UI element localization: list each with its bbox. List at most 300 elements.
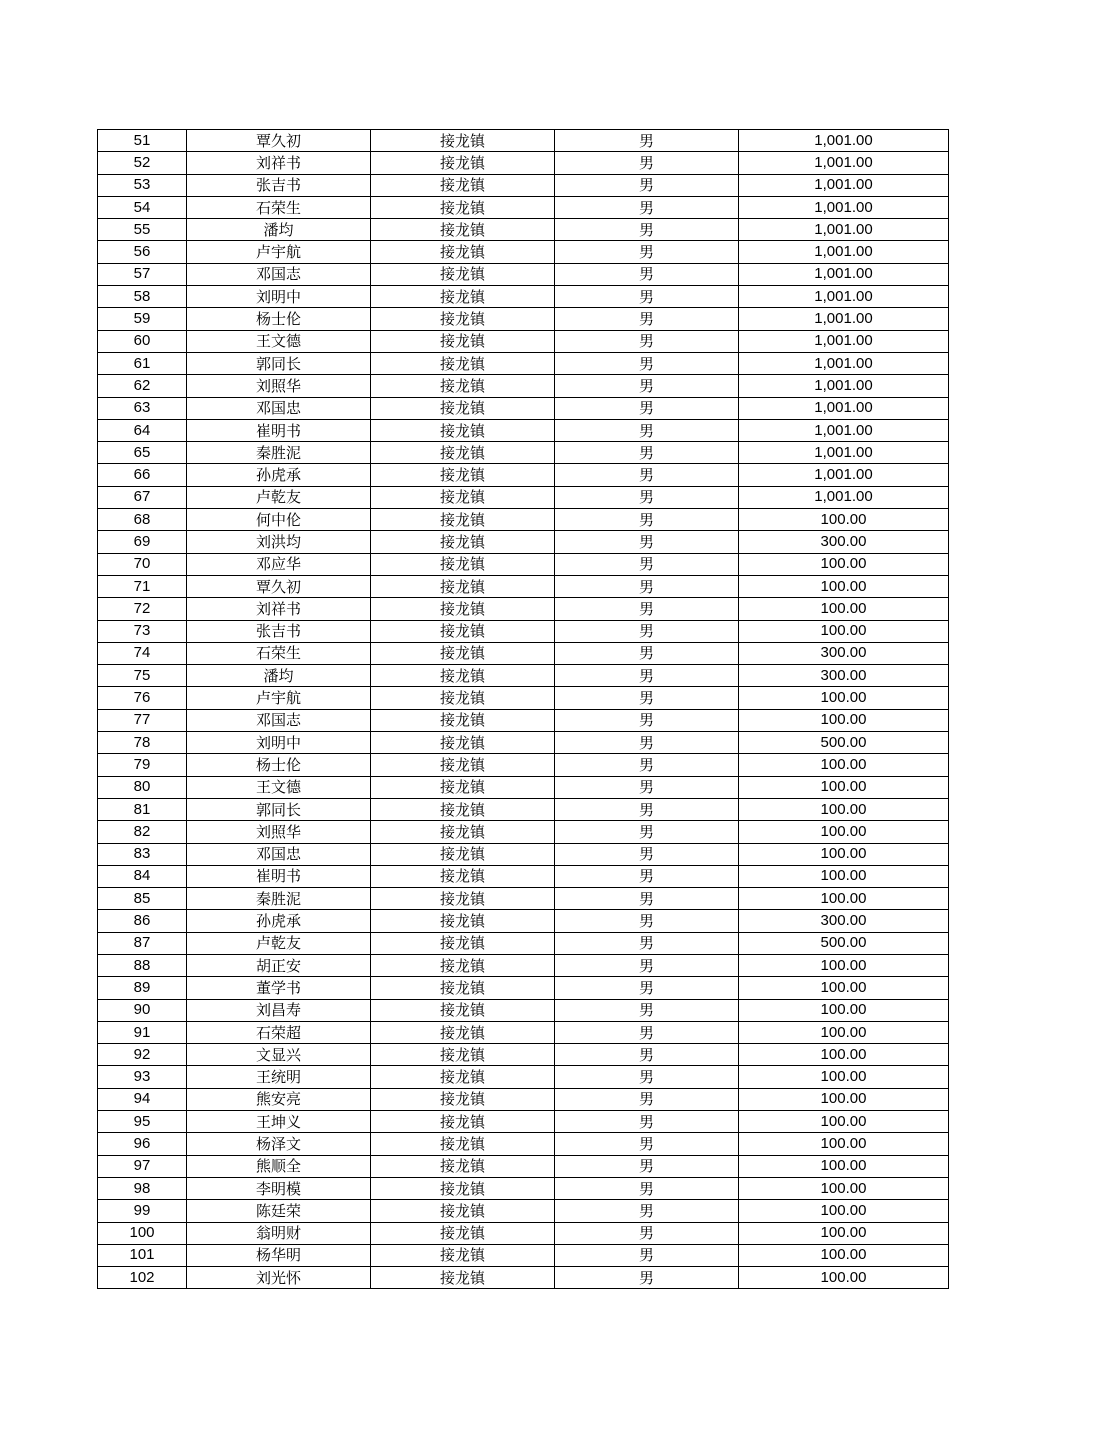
cell-name: 卢乾友 [187, 486, 371, 508]
cell-town: 接龙镇 [371, 620, 555, 642]
table-row [98, 219, 949, 241]
cell-name: 石荣生 [187, 196, 371, 218]
table-row [98, 843, 949, 865]
cell-amount: 1,001.00 [739, 241, 949, 263]
cell-name: 郭同长 [187, 798, 371, 820]
cell-gender: 男 [555, 620, 739, 642]
cell-town: 接龙镇 [371, 575, 555, 597]
cell-number: 86 [98, 910, 187, 932]
table-row [98, 1066, 949, 1088]
table-row [98, 1111, 949, 1133]
cell-number: 63 [98, 397, 187, 419]
cell-town: 接龙镇 [371, 352, 555, 374]
cell-gender: 男 [555, 1044, 739, 1066]
cell-number: 82 [98, 821, 187, 843]
cell-number: 69 [98, 531, 187, 553]
table-row [98, 709, 949, 731]
cell-name: 文显兴 [187, 1044, 371, 1066]
cell-amount: 1,001.00 [739, 330, 949, 352]
cell-number: 94 [98, 1088, 187, 1110]
cell-gender: 男 [555, 1244, 739, 1266]
cell-town: 接龙镇 [371, 531, 555, 553]
cell-town: 接龙镇 [371, 464, 555, 486]
cell-gender: 男 [555, 999, 739, 1021]
cell-town: 接龙镇 [371, 442, 555, 464]
cell-gender: 男 [555, 1222, 739, 1244]
table-row [98, 308, 949, 330]
cell-name: 刘照华 [187, 375, 371, 397]
spreadsheet-page [97, 129, 948, 1289]
cell-town: 接龙镇 [371, 486, 555, 508]
cell-number: 90 [98, 999, 187, 1021]
cell-name: 胡正安 [187, 954, 371, 976]
cell-name: 张吉书 [187, 620, 371, 642]
cell-number: 85 [98, 888, 187, 910]
cell-name: 崔明书 [187, 419, 371, 441]
cell-town: 接龙镇 [371, 709, 555, 731]
cell-town: 接龙镇 [371, 419, 555, 441]
cell-town: 接龙镇 [371, 1088, 555, 1110]
cell-town: 接龙镇 [371, 241, 555, 263]
cell-name: 孙虎承 [187, 910, 371, 932]
table-row [98, 865, 949, 887]
cell-gender: 男 [555, 1200, 739, 1222]
cell-gender: 男 [555, 464, 739, 486]
cell-amount: 100.00 [739, 1155, 949, 1177]
cell-amount: 100.00 [739, 1177, 949, 1199]
table-row [98, 620, 949, 642]
cell-name: 杨华明 [187, 1244, 371, 1266]
cell-name: 秦胜泥 [187, 442, 371, 464]
table-row [98, 419, 949, 441]
cell-amount: 500.00 [739, 732, 949, 754]
cell-number: 101 [98, 1244, 187, 1266]
cell-amount: 100.00 [739, 1021, 949, 1043]
cell-town: 接龙镇 [371, 687, 555, 709]
cell-name: 刘祥书 [187, 152, 371, 174]
cell-town: 接龙镇 [371, 1155, 555, 1177]
cell-name: 刘明中 [187, 732, 371, 754]
cell-gender: 男 [555, 375, 739, 397]
cell-number: 56 [98, 241, 187, 263]
cell-town: 接龙镇 [371, 932, 555, 954]
cell-name: 郭同长 [187, 352, 371, 374]
cell-amount: 100.00 [739, 553, 949, 575]
cell-amount: 100.00 [739, 1244, 949, 1266]
cell-town: 接龙镇 [371, 330, 555, 352]
table-row [98, 977, 949, 999]
cell-amount: 100.00 [739, 954, 949, 976]
table-row [98, 932, 949, 954]
cell-amount: 1,001.00 [739, 308, 949, 330]
cell-gender: 男 [555, 442, 739, 464]
cell-amount: 100.00 [739, 509, 949, 531]
table-row [98, 1021, 949, 1043]
cell-gender: 男 [555, 932, 739, 954]
cell-name: 李明模 [187, 1177, 371, 1199]
cell-name: 张吉书 [187, 174, 371, 196]
cell-number: 100 [98, 1222, 187, 1244]
cell-town: 接龙镇 [371, 821, 555, 843]
cell-gender: 男 [555, 241, 739, 263]
cell-town: 接龙镇 [371, 509, 555, 531]
cell-amount: 1,001.00 [739, 352, 949, 374]
cell-name: 王文德 [187, 776, 371, 798]
cell-amount: 1,001.00 [739, 442, 949, 464]
cell-number: 53 [98, 174, 187, 196]
cell-gender: 男 [555, 553, 739, 575]
cell-name: 秦胜泥 [187, 888, 371, 910]
cell-name: 刘照华 [187, 821, 371, 843]
cell-name: 卢宇航 [187, 241, 371, 263]
cell-amount: 1,001.00 [739, 464, 949, 486]
cell-town: 接龙镇 [371, 598, 555, 620]
cell-number: 76 [98, 687, 187, 709]
cell-amount: 1,001.00 [739, 397, 949, 419]
table-row [98, 1222, 949, 1244]
cell-town: 接龙镇 [371, 1111, 555, 1133]
cell-name: 杨士伦 [187, 754, 371, 776]
cell-gender: 男 [555, 1021, 739, 1043]
table-row [98, 798, 949, 820]
cell-amount: 1,001.00 [739, 263, 949, 285]
cell-name: 刘洪均 [187, 531, 371, 553]
cell-name: 刘昌寿 [187, 999, 371, 1021]
table-row [98, 642, 949, 664]
table-row [98, 263, 949, 285]
cell-amount: 300.00 [739, 665, 949, 687]
table-row [98, 486, 949, 508]
cell-town: 接龙镇 [371, 152, 555, 174]
cell-number: 67 [98, 486, 187, 508]
table-row [98, 687, 949, 709]
cell-amount: 1,001.00 [739, 130, 949, 152]
cell-town: 接龙镇 [371, 263, 555, 285]
cell-number: 59 [98, 308, 187, 330]
cell-name: 邓国志 [187, 709, 371, 731]
cell-number: 52 [98, 152, 187, 174]
cell-name: 石荣超 [187, 1021, 371, 1043]
table-row [98, 776, 949, 798]
cell-amount: 1,001.00 [739, 152, 949, 174]
cell-town: 接龙镇 [371, 1066, 555, 1088]
table-row [98, 196, 949, 218]
cell-gender: 男 [555, 709, 739, 731]
cell-name: 杨士伦 [187, 308, 371, 330]
cell-gender: 男 [555, 732, 739, 754]
cell-amount: 500.00 [739, 932, 949, 954]
cell-town: 接龙镇 [371, 1244, 555, 1266]
cell-amount: 100.00 [739, 1267, 949, 1289]
cell-gender: 男 [555, 196, 739, 218]
cell-town: 接龙镇 [371, 642, 555, 664]
cell-gender: 男 [555, 843, 739, 865]
cell-amount: 1,001.00 [739, 286, 949, 308]
cell-number: 91 [98, 1021, 187, 1043]
cell-number: 66 [98, 464, 187, 486]
cell-name: 潘均 [187, 219, 371, 241]
cell-number: 88 [98, 954, 187, 976]
table-row [98, 152, 949, 174]
cell-number: 64 [98, 419, 187, 441]
cell-town: 接龙镇 [371, 977, 555, 999]
table-row [98, 954, 949, 976]
cell-name: 刘祥书 [187, 598, 371, 620]
cell-number: 70 [98, 553, 187, 575]
cell-number: 65 [98, 442, 187, 464]
cell-gender: 男 [555, 665, 739, 687]
cell-name: 卢宇航 [187, 687, 371, 709]
cell-gender: 男 [555, 419, 739, 441]
table-row [98, 575, 949, 597]
cell-amount: 100.00 [739, 821, 949, 843]
cell-town: 接龙镇 [371, 888, 555, 910]
cell-name: 刘光怀 [187, 1267, 371, 1289]
cell-amount: 1,001.00 [739, 196, 949, 218]
cell-gender: 男 [555, 977, 739, 999]
table-row [98, 732, 949, 754]
cell-number: 58 [98, 286, 187, 308]
cell-number: 73 [98, 620, 187, 642]
cell-town: 接龙镇 [371, 1200, 555, 1222]
cell-number: 89 [98, 977, 187, 999]
cell-amount: 1,001.00 [739, 375, 949, 397]
table-row [98, 910, 949, 932]
cell-amount: 100.00 [739, 1200, 949, 1222]
cell-amount: 300.00 [739, 910, 949, 932]
cell-amount: 100.00 [739, 687, 949, 709]
cell-amount: 1,001.00 [739, 174, 949, 196]
cell-town: 接龙镇 [371, 196, 555, 218]
cell-number: 72 [98, 598, 187, 620]
cell-town: 接龙镇 [371, 776, 555, 798]
cell-gender: 男 [555, 486, 739, 508]
cell-town: 接龙镇 [371, 397, 555, 419]
cell-gender: 男 [555, 1177, 739, 1199]
table-row [98, 464, 949, 486]
cell-gender: 男 [555, 575, 739, 597]
table-row [98, 352, 949, 374]
cell-town: 接龙镇 [371, 865, 555, 887]
cell-amount: 1,001.00 [739, 486, 949, 508]
cell-gender: 男 [555, 776, 739, 798]
table-row [98, 174, 949, 196]
cell-number: 60 [98, 330, 187, 352]
cell-amount: 100.00 [739, 709, 949, 731]
table-row [98, 754, 949, 776]
cell-number: 93 [98, 1066, 187, 1088]
cell-name: 王坤义 [187, 1111, 371, 1133]
cell-amount: 100.00 [739, 1066, 949, 1088]
table-row [98, 286, 949, 308]
cell-amount: 1,001.00 [739, 419, 949, 441]
table-row [98, 1267, 949, 1289]
cell-amount: 100.00 [739, 754, 949, 776]
cell-name: 邓国忠 [187, 843, 371, 865]
cell-gender: 男 [555, 330, 739, 352]
cell-amount: 100.00 [739, 1133, 949, 1155]
table-row [98, 1088, 949, 1110]
cell-gender: 男 [555, 1267, 739, 1289]
cell-town: 接龙镇 [371, 219, 555, 241]
cell-number: 77 [98, 709, 187, 731]
cell-number: 51 [98, 130, 187, 152]
cell-gender: 男 [555, 910, 739, 932]
cell-number: 61 [98, 352, 187, 374]
cell-name: 熊安亮 [187, 1088, 371, 1110]
cell-number: 98 [98, 1177, 187, 1199]
cell-amount: 100.00 [739, 865, 949, 887]
cell-town: 接龙镇 [371, 732, 555, 754]
cell-number: 74 [98, 642, 187, 664]
cell-town: 接龙镇 [371, 308, 555, 330]
table-row [98, 442, 949, 464]
cell-name: 崔明书 [187, 865, 371, 887]
cell-amount: 100.00 [739, 977, 949, 999]
table-row [98, 375, 949, 397]
table-row [98, 509, 949, 531]
cell-gender: 男 [555, 308, 739, 330]
cell-number: 97 [98, 1155, 187, 1177]
cell-amount: 300.00 [739, 531, 949, 553]
cell-name: 石荣生 [187, 642, 371, 664]
cell-name: 何中伦 [187, 509, 371, 531]
cell-gender: 男 [555, 531, 739, 553]
cell-gender: 男 [555, 798, 739, 820]
cell-town: 接龙镇 [371, 375, 555, 397]
cell-town: 接龙镇 [371, 754, 555, 776]
cell-amount: 1,001.00 [739, 219, 949, 241]
cell-town: 接龙镇 [371, 1133, 555, 1155]
cell-gender: 男 [555, 888, 739, 910]
cell-gender: 男 [555, 1133, 739, 1155]
cell-gender: 男 [555, 152, 739, 174]
cell-town: 接龙镇 [371, 130, 555, 152]
cell-number: 92 [98, 1044, 187, 1066]
cell-gender: 男 [555, 263, 739, 285]
cell-town: 接龙镇 [371, 910, 555, 932]
cell-amount: 100.00 [739, 598, 949, 620]
table-row [98, 397, 949, 419]
cell-name: 邓国忠 [187, 397, 371, 419]
cell-name: 潘均 [187, 665, 371, 687]
cell-number: 78 [98, 732, 187, 754]
cell-name: 孙虎承 [187, 464, 371, 486]
table-row [98, 888, 949, 910]
cell-town: 接龙镇 [371, 999, 555, 1021]
cell-number: 95 [98, 1111, 187, 1133]
table-row [98, 531, 949, 553]
cell-gender: 男 [555, 509, 739, 531]
cell-amount: 100.00 [739, 1111, 949, 1133]
cell-gender: 男 [555, 1088, 739, 1110]
cell-town: 接龙镇 [371, 1021, 555, 1043]
cell-name: 卢乾友 [187, 932, 371, 954]
cell-gender: 男 [555, 598, 739, 620]
cell-gender: 男 [555, 954, 739, 976]
cell-gender: 男 [555, 687, 739, 709]
cell-name: 邓国志 [187, 263, 371, 285]
cell-number: 87 [98, 932, 187, 954]
cell-number: 68 [98, 509, 187, 531]
cell-amount: 100.00 [739, 575, 949, 597]
table-row [98, 553, 949, 575]
cell-gender: 男 [555, 174, 739, 196]
table-row [98, 1244, 949, 1266]
cell-amount: 300.00 [739, 642, 949, 664]
cell-number: 75 [98, 665, 187, 687]
cell-gender: 男 [555, 865, 739, 887]
cell-gender: 男 [555, 397, 739, 419]
cell-name: 刘明中 [187, 286, 371, 308]
cell-number: 71 [98, 575, 187, 597]
table-row [98, 598, 949, 620]
table-row [98, 999, 949, 1021]
cell-gender: 男 [555, 352, 739, 374]
cell-name: 邓应华 [187, 553, 371, 575]
cell-name: 王文德 [187, 330, 371, 352]
cell-gender: 男 [555, 130, 739, 152]
cell-gender: 男 [555, 1066, 739, 1088]
cell-number: 99 [98, 1200, 187, 1222]
cell-gender: 男 [555, 1111, 739, 1133]
cell-town: 接龙镇 [371, 553, 555, 575]
cell-amount: 100.00 [739, 999, 949, 1021]
cell-name: 王统明 [187, 1066, 371, 1088]
table-row [98, 665, 949, 687]
cell-town: 接龙镇 [371, 1044, 555, 1066]
cell-amount: 100.00 [739, 776, 949, 798]
table-row [98, 1044, 949, 1066]
cell-name: 董学书 [187, 977, 371, 999]
cell-town: 接龙镇 [371, 1267, 555, 1289]
cell-gender: 男 [555, 821, 739, 843]
cell-name: 熊顺全 [187, 1155, 371, 1177]
cell-number: 80 [98, 776, 187, 798]
cell-gender: 男 [555, 286, 739, 308]
cell-name: 杨泽文 [187, 1133, 371, 1155]
table-row [98, 1133, 949, 1155]
cell-town: 接龙镇 [371, 1177, 555, 1199]
table-row [98, 1200, 949, 1222]
cell-town: 接龙镇 [371, 954, 555, 976]
table-row [98, 1177, 949, 1199]
cell-gender: 男 [555, 754, 739, 776]
data-table [97, 129, 949, 1289]
cell-town: 接龙镇 [371, 286, 555, 308]
cell-name: 覃久初 [187, 130, 371, 152]
cell-number: 84 [98, 865, 187, 887]
cell-amount: 100.00 [739, 888, 949, 910]
table-row [98, 130, 949, 152]
cell-number: 83 [98, 843, 187, 865]
cell-amount: 100.00 [739, 843, 949, 865]
cell-amount: 100.00 [739, 1222, 949, 1244]
table-row [98, 821, 949, 843]
table-row [98, 241, 949, 263]
cell-number: 81 [98, 798, 187, 820]
cell-amount: 100.00 [739, 1044, 949, 1066]
cell-name: 陈廷荣 [187, 1200, 371, 1222]
cell-number: 79 [98, 754, 187, 776]
cell-town: 接龙镇 [371, 665, 555, 687]
cell-town: 接龙镇 [371, 174, 555, 196]
cell-number: 57 [98, 263, 187, 285]
cell-number: 62 [98, 375, 187, 397]
cell-number: 54 [98, 196, 187, 218]
cell-number: 96 [98, 1133, 187, 1155]
table-row [98, 1155, 949, 1177]
